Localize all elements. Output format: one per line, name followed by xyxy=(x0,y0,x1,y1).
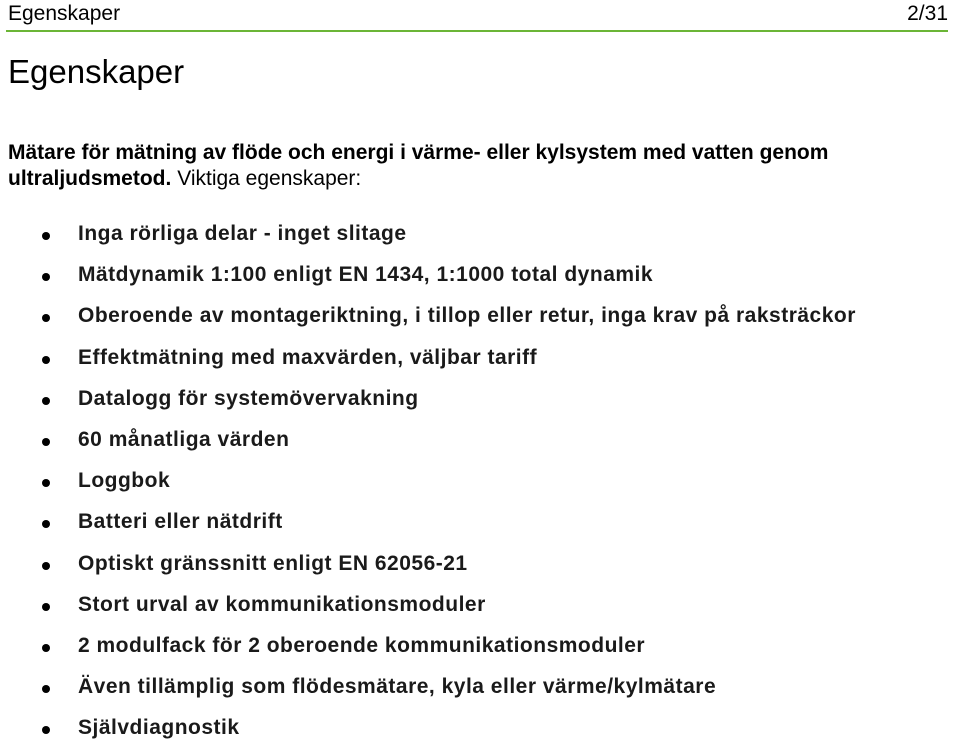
bullet-icon xyxy=(42,726,50,734)
feature-label: Datalogg för systemövervakning xyxy=(78,386,419,410)
bullet-icon xyxy=(42,685,50,693)
bullet-icon xyxy=(42,520,50,528)
intro-paragraph xyxy=(8,140,938,192)
bullet-icon xyxy=(42,603,50,611)
intro-normal-text: Viktiga egenskaper: xyxy=(171,167,362,190)
feature-label: Mätdynamik 1:100 enligt EN 1434, 1:1000 total dynamik xyxy=(78,263,654,287)
feature-label: Inga rörliga delar - inget slitage xyxy=(78,222,407,245)
page-title: Egenskaper xyxy=(8,53,185,90)
feature-label: Även tillämplig som flödesmätare, kyla eller värme/kylmätare xyxy=(78,675,717,699)
bullet-icon xyxy=(42,562,50,570)
page-number: 2/31 xyxy=(907,2,948,25)
bullet-icon xyxy=(42,356,50,364)
feature-label: 60 månatliga värden xyxy=(78,427,290,451)
feature-label: Optiskt gränssnitt enligt EN 62056-21 xyxy=(78,551,468,575)
bullet-icon xyxy=(42,232,50,240)
bullet-icon xyxy=(42,273,50,281)
bullet-icon xyxy=(42,314,50,322)
bullet-icon xyxy=(42,644,50,652)
bullet-icon xyxy=(42,438,50,446)
feature-label: Loggbok xyxy=(78,469,171,493)
bullet-icon xyxy=(42,397,50,405)
header-title: Egenskaper xyxy=(8,2,121,25)
header-divider xyxy=(6,30,948,32)
feature-label: Batteri eller nätdrift xyxy=(78,510,283,534)
feature-label: Självdiagnostik xyxy=(78,716,240,740)
bullet-icon xyxy=(42,479,50,487)
feature-label: Oberoende av montageriktning, i tillop eller retur, inga krav på raksträckor xyxy=(78,304,856,328)
feature-label: Effektmätning med maxvärden, väljbar tariff xyxy=(78,345,538,369)
intro-bold-text: Mätare för mätning av flöde och energi i värme- eller kylsystem med vatten genom ultraljudsmetod. xyxy=(8,141,829,190)
page-header xyxy=(8,0,948,30)
feature-label: Stort urval av kommunikationsmoduler xyxy=(78,592,486,616)
feature-label: 2 modulfack för 2 oberoende kommunikationsmoduler xyxy=(78,633,646,657)
